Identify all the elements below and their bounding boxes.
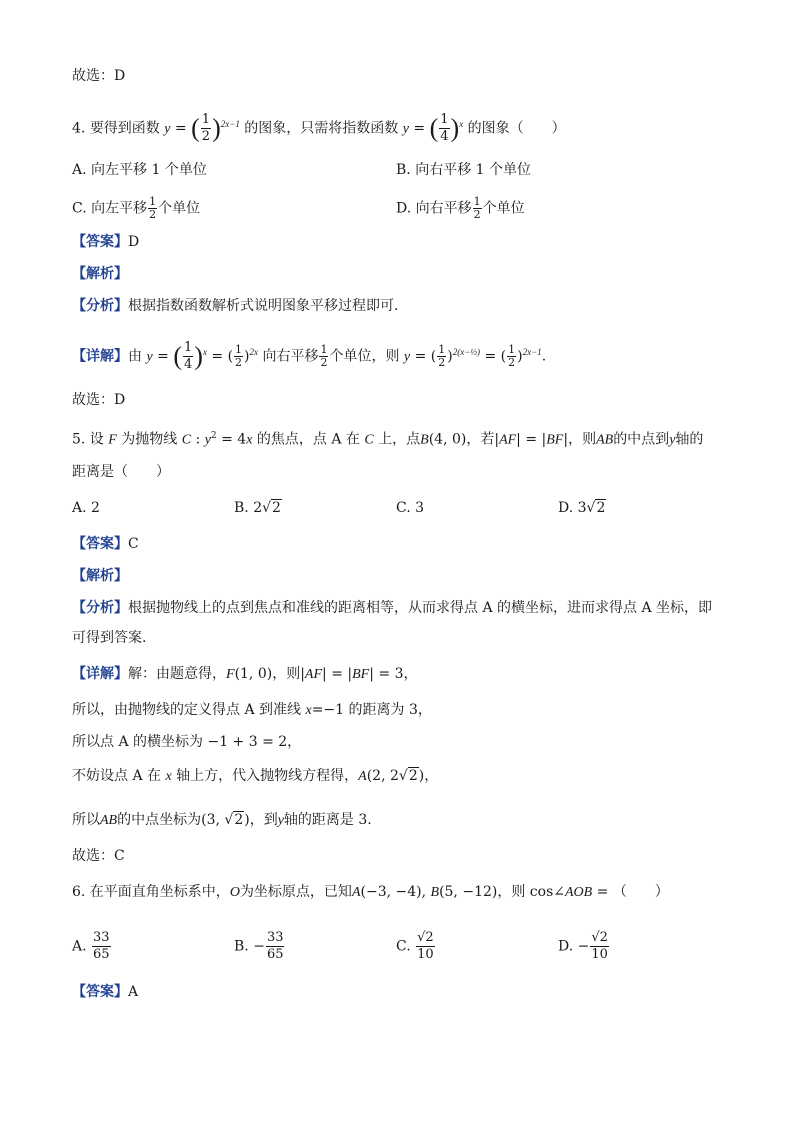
q4-option-d: D. 向右平移 $\frac{1}{2}$ 个单位	[396, 195, 525, 221]
question-4: 4. 要得到函数 y = ( $\frac{1}{2}$ )$^{2x-1}$ 的图象，只需将指数函数 y = ( $\frac{1}{4}$ )$^x$ 的图象（ ）	[72, 112, 566, 144]
q4-detail: 【详解】由 y = ( $\frac{1}{4}$ )$^x$ = ( $\frac{1}{2}$ )$^{2x}$ 向右平移 $\frac{1}{2}$ 个单位，则 y = ( $\frac{1}{2}$ )$^{2(x-\frac{1}{2})}$ = ( $\frac{1}{2}$ )$^{2x-1}$.	[72, 340, 547, 372]
q4-option-b: B. 向右平移 1 个单位	[396, 162, 531, 178]
q5-analysis: 【分析】根据抛物线上的点到焦点和准线的距离相等，从而求得点 A 的横坐标，进而求得点 A 坐标，即	[72, 600, 713, 616]
q4-option-c: C. 向左平移 $\frac{1}{2}$ 个单位	[72, 195, 201, 221]
q4-answer: 【答案】D	[72, 234, 140, 250]
q5-option-d: D. 3√2	[558, 500, 606, 516]
q4-analysis: 【分析】根据指数函数解析式说明图象平移过程即可.	[72, 298, 399, 314]
q5-detail: 【详解】解：由题意得，F(1, 0)，则|AF| = |BF| = 3，	[72, 666, 418, 682]
q5-conclusion: 故选：C	[72, 848, 125, 864]
q5-analysis-cont: 可得到答案.	[72, 630, 147, 646]
q6-answer: 【答案】A	[72, 984, 139, 1000]
q6-option-d: D. − $\frac{√2}{10}$	[558, 930, 608, 962]
question-5: 5. 设 F 为抛物线 C : $y^2 = 4x$ 的焦点，点 A 在 C 上，点B(4, 0)，若|AF| = |BF|，则AB的中点到y轴的	[72, 431, 704, 448]
q4-option-a: A. 向左平移 1 个单位	[72, 162, 207, 178]
question-6: 6. 在平面直角坐标系中，O为坐标原点，已知A(−3, −4), B(5, −12)，则 cos∠AOB = （ ）	[72, 884, 669, 900]
answer-choice-line: 故选：D	[72, 68, 126, 84]
q6-option-a: A. $\frac{33}{65}$	[72, 930, 110, 962]
q5-answer: 【答案】C	[72, 536, 139, 552]
q4-jiexi-heading: 【解析】	[72, 266, 128, 282]
q5-option-b: B. 2√2	[234, 500, 281, 516]
q6-option-c: C. $\frac{√2}{10}$	[396, 930, 434, 962]
q5-detail-l1: 所以，由抛物线的定义得点 A 到准线 x=−1 的距离为 3，	[72, 702, 432, 718]
q4-conclusion: 故选：D	[72, 392, 126, 408]
q5-detail-l4: 所以AB的中点坐标为(3, √2)，到y轴的距离是 3.	[72, 812, 372, 828]
q5-detail-l3: 不妨设点 A 在 x 轴上方，代入抛物线方程得，A(2, 2√2)，	[72, 768, 439, 784]
q5-option-c: C. 3	[396, 500, 425, 516]
q5-jiexi-heading: 【解析】	[72, 568, 128, 584]
question-5-cont: 距离是（ ）	[72, 464, 170, 480]
q6-option-b: B. − $\frac{33}{65}$	[234, 930, 284, 962]
q5-detail-l2: 所以点 A 的横坐标为 −1 + 3 = 2，	[72, 734, 302, 750]
q5-option-a: A. 2	[72, 500, 100, 516]
